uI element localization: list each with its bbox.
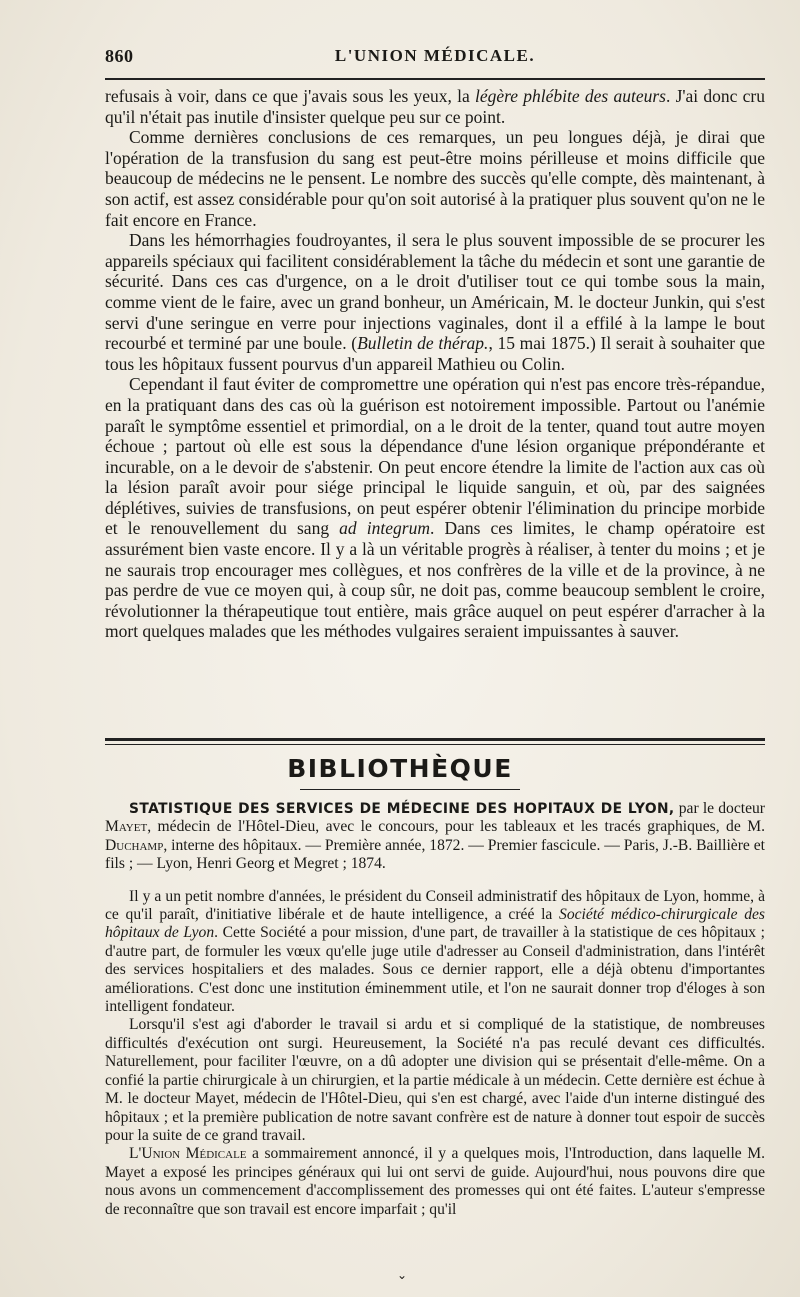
bibliographic-entry (105, 800, 765, 874)
header-rule (105, 78, 765, 80)
article-p1-text-a: refusais à voir, dans ce que j'avais sous les yeux, la (105, 86, 475, 106)
article-body (105, 86, 765, 642)
article-p4-text-b: . Dans ces limites, le champ opératoire est assurément bien vaste encore. Il y a là un véritable progrès à réaliser, à tenter du moins ; et je ne saurais trop encourager mes collègues, et nos confrères de la ville et de la province, à ne pas perdre de vue ce moyen qui, à coup sûr, ne doit pas, comme beaucoup semblent le croire, révolutionner la thérapeutique tout entière, mais grâce auquel on peut espérer d'arracher à la mort quelques malades que les méthodes vulgaires seraient impuissantes à sauver. (105, 518, 765, 642)
printer-mark: ⌄ (397, 1268, 408, 1282)
review-p1-text-b: . Cette Société a pour mission, d'une part, de travailler à la statistique de ces hôpitaux ; d'autre part, de formuler les vœux qu'elle juge utile d'adresser au Conseil d'administration, dans l'intérêt des services hospitaliers et des malades. Sous ce dernier rapport, elle a déjà obtenu d'importantes améliorations. C'est donc une institution éminemment utile, et l'on ne saurait donner trop d'éloges à son intelligent fondateur. (105, 924, 765, 1016)
article-p3-italic: Bulletin de thérap. (357, 333, 489, 354)
section-rule-thin (105, 744, 765, 745)
entry-details-2: , interne des hôpitaux. — Première année, 1872. — Premier fascicule. — Paris, J.-B. Baillière et fils ; — Lyon, Henri Georg et Megret ; 1874. (105, 836, 765, 873)
review-p1-italic: Société médico-chirurgicale des hôpitaux de Lyon (105, 906, 765, 942)
article-paragraph-2: Comme dernières conclusions de ces remarques, un peu longues déjà, je dirai que l'opération de la transfusion du sang est peut-être moins périlleuse et moins difficile que beaucoup de médecins ne le pensent. Le nombre des succès qu'elle compte, dès maintenant, à son actif, est assez considérable pour qu'on soit autorisé à la pratiquer plus souvent qu'on ne le fait encore en France. (105, 127, 765, 230)
entry-details-1: , médecin de l'Hôtel-Dieu, avec le concours, pour les tableaux et les tracés graphiques, de M. (147, 818, 765, 836)
review-paragraph-1 (105, 888, 765, 1017)
article-paragraph-1 (105, 86, 765, 127)
section-heading: BIBLIOTHÈQUE (287, 754, 513, 783)
bibliotheque-body (105, 800, 765, 1219)
review-p1-text-a: Il y a un petit nombre d'années, le président du Conseil administratif des hôpitaux de Lyon, homme, à ce qu'il paraît, d'initiative libérale et de haute intelligence, a créé la (105, 887, 765, 924)
heading-underline (300, 789, 520, 790)
article-p3-text-b: , 15 mai 1875.) Il serait à souhaiter que tous les hôpitaux fussent pourvus d'un appareil Mathieu ou Colin. (105, 333, 765, 374)
review-paragraph-2: Lorsqu'il s'est agi d'aborder le travail si ardu et si compliqué de la statistique, de nombreuses difficultés d'exécution ont surgi. Heureusement, la Société n'a pas reculé devant ces difficultés. Naturellement, pour faciliter l'œuvre, on a dû adopter une division qui se présentait d'elle-même. On a confié la partie chirurgicale à un chirurgien, et la partie médicale à un médecin. Cette dernière est échue à M. le docteur Mayet, médecin de l'Hôtel-Dieu, qui s'en est chargé, avec l'aide d'un interne distingué des hôpitaux ; et la première publication de notre savant confrère est de nature à donner tout espoir de succès pour la suite de ce grand travail. (105, 1016, 765, 1144)
book-collaborator: Duchamp (105, 836, 164, 854)
review-p3-text: a sommairement annoncé, il y a quelques mois, l'Introduction, dans laquelle M. Mayet a exposé les principes généraux qui lui ont servi de guide. Aujourd'hui, nous pouvons dire que nous avons un commencement d'accomplissement des promesses qui ont été faites. L'auteur s'empresse de reconnaître que son travail est encore imparfait ; qu'il (105, 1145, 765, 1218)
article-p1-italic: légère phlébite des auteurs (475, 86, 666, 106)
page-number: 860 (105, 46, 134, 66)
book-title: STATISTIQUE DES SERVICES DE MÉDECINE DES HOPITAUX DE LYON, (129, 801, 675, 817)
page-header (105, 44, 765, 78)
running-title: L'UNION MÉDICALE. (334, 46, 536, 65)
section-rule-thick (105, 738, 765, 741)
review-paragraph-3 (105, 1145, 765, 1219)
article-p4-italic: ad integrum (339, 518, 430, 539)
article-p1-text-b: . J'ai donc cru qu'il n'était pas inutile d'insister quelque peu sur ce point. (105, 86, 765, 127)
book-author: Mayet (105, 818, 148, 836)
entry-by: par le docteur (674, 800, 765, 817)
article-p4-text-a: Cependant il faut éviter de compromettre une opération qui n'est pas encore très-répandue, en la pratiquant dans des cas où la guérison est notoirement impossible. Partout ou l'anémie paraît le symptôme essentiel et primordial, on a le droit de la tenter, quand tout autre moyen échoue ; partout où elle est sous la dépendance d'une lésion organique prépondérante et incurable, on a le devoir de s'abstenir. On peut encore étendre la limite de l'action aux cas où la lésion paraît avoir pour siége principal le liquide sanguin, et où, par des saignées déplétives, suivies de transfusions, on peut espérer obtenir l'élimination du principe morbide et le renouvellement du sang (105, 374, 765, 539)
article-paragraph-3 (105, 230, 765, 374)
article-p3-text-a: Dans les hémorrhagies foudroyantes, il sera le plus souvent impossible de se procurer les appareils spéciaux qui facilitent considérablement la tâche du médecin et sont une garantie de sécurité. Dans ces cas d'urgence, on a le droit d'utiliser tout ce qui tombe sous la main, comme vient de le faire, avec un grand bonheur, un Américain, M. le docteur Junkin, qui s'est servi d'une seringue en verre pour injections vaginales, dont il a effilé à la lampe le bout recourbé et terminé par une boule. ( (105, 230, 765, 354)
article-paragraph-4 (105, 374, 765, 642)
journal-name: L'Union Médicale (129, 1145, 247, 1163)
